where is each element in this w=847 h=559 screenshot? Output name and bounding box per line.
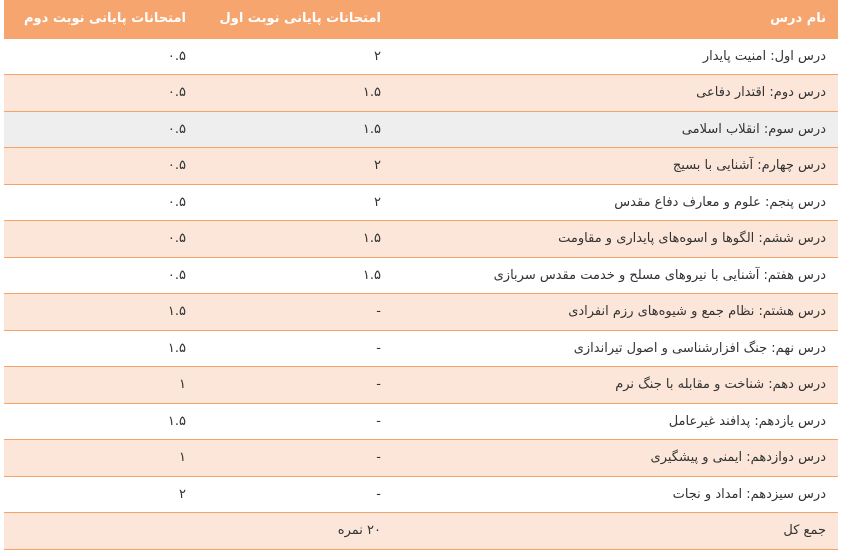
lesson-name-cell: درس اول: امنیت پایدار (393, 38, 838, 75)
header-lesson-name: نام درس (393, 0, 838, 38)
lesson-name-cell: درس هفتم: آشنایی با نیروهای مسلح و خدمت مقدس سربازی (393, 257, 838, 294)
lesson-name-cell: درس دوم: اقتدار دفاعی (393, 75, 838, 112)
table-row (4, 184, 838, 221)
first-term-score-cell: ۲ (198, 38, 393, 75)
first-term-score-cell: ۱.۵ (198, 75, 393, 112)
first-term-score-cell: - (198, 476, 393, 513)
total-label-cell: جمع کل (393, 513, 838, 550)
header-second-term-exam: امتحانات پایانی نوبت دوم (4, 0, 198, 38)
table-row (4, 75, 838, 112)
second-term-score-cell: ۱.۵ (4, 403, 198, 440)
grade-table-container (4, 0, 838, 550)
second-term-score-cell: ۱.۵ (4, 330, 198, 367)
second-term-score-cell: ۰.۵ (4, 221, 198, 258)
lesson-name-cell: درس دهم: شناخت و مقابله با جنگ نرم (393, 367, 838, 404)
second-term-score-cell: ۰.۵ (4, 75, 198, 112)
second-term-score-cell: ۰.۵ (4, 257, 198, 294)
second-term-score-cell: ۰.۵ (4, 38, 198, 75)
first-term-score-cell: ۲ (198, 184, 393, 221)
first-term-score-cell: ۱.۵ (198, 221, 393, 258)
first-term-score-cell: - (198, 440, 393, 477)
first-term-score-cell: ۱.۵ (198, 257, 393, 294)
table-row (4, 476, 838, 513)
total-score-cell: ۲۰ نمره (198, 513, 393, 550)
table-row (4, 111, 838, 148)
table-row (4, 330, 838, 367)
lesson-name-cell: درس نهم: جنگ افزارشناسی و اصول تیراندازی (393, 330, 838, 367)
second-term-score-cell: ۰.۵ (4, 111, 198, 148)
second-term-score-cell: ۱.۵ (4, 294, 198, 331)
table-row (4, 403, 838, 440)
lesson-name-cell: درس هشتم: نظام جمع و شیوه‌های رزم انفرادی (393, 294, 838, 331)
table-row (4, 440, 838, 477)
lesson-name-cell: درس ششم: الگوها و اسوه‌های پایداری و مقاومت (393, 221, 838, 258)
first-term-score-cell: - (198, 294, 393, 331)
first-term-score-cell: ۱.۵ (198, 111, 393, 148)
lesson-name-cell: درس چهارم: آشنایی با بسیج (393, 148, 838, 185)
table-row (4, 148, 838, 185)
lesson-name-cell: درس دوازدهم: ایمنی و پیشگیری (393, 440, 838, 477)
table-header-row (4, 0, 838, 38)
first-term-score-cell: - (198, 367, 393, 404)
second-term-score-cell: ۱ (4, 440, 198, 477)
table-row (4, 221, 838, 258)
table-row (4, 38, 838, 75)
lesson-name-cell: درس سوم: انقلاب اسلامی (393, 111, 838, 148)
table-row (4, 367, 838, 404)
second-term-score-cell: ۲ (4, 476, 198, 513)
lesson-name-cell: درس یازدهم: پدافند غیرعامل (393, 403, 838, 440)
first-term-score-cell: ۲ (198, 148, 393, 185)
lesson-name-cell: درس پنجم: علوم و معارف دفاع مقدس (393, 184, 838, 221)
total-empty-cell (4, 513, 198, 550)
lesson-name-cell: درس سیزدهم: امداد و نجات (393, 476, 838, 513)
total-row (4, 513, 838, 550)
second-term-score-cell: ۱ (4, 367, 198, 404)
first-term-score-cell: - (198, 403, 393, 440)
table-row (4, 257, 838, 294)
second-term-score-cell: ۰.۵ (4, 184, 198, 221)
second-term-score-cell: ۰.۵ (4, 148, 198, 185)
grade-distribution-table (4, 0, 838, 550)
table-row (4, 294, 838, 331)
header-first-term-exam: امتحانات پایانی نوبت اول (198, 0, 393, 38)
first-term-score-cell: - (198, 330, 393, 367)
